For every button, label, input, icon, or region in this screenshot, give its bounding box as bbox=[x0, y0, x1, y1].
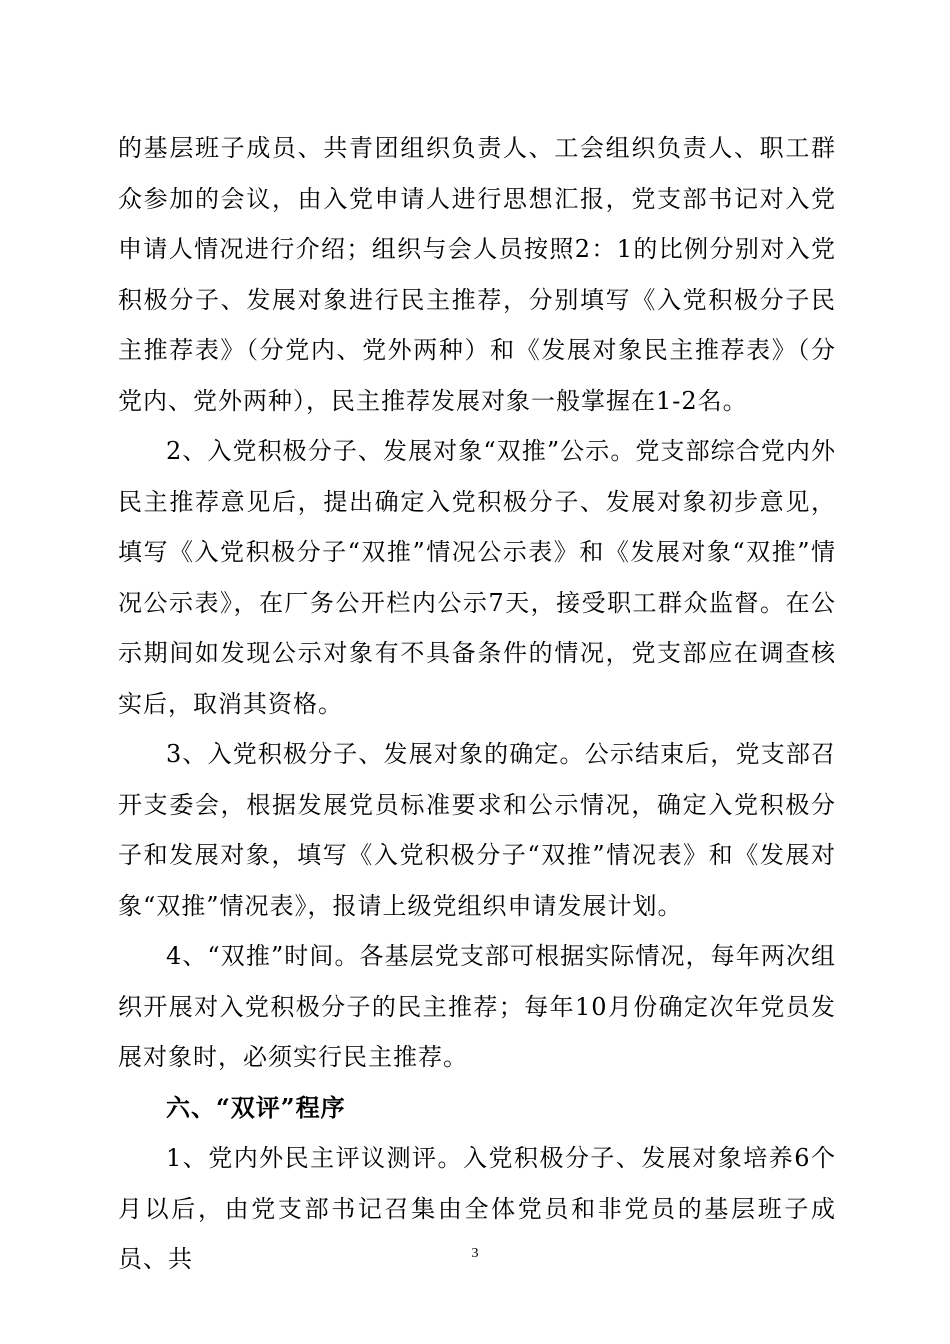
section-heading: 六、“双评”程序 bbox=[166, 1092, 346, 1122]
paragraph-3-confirmation: 3、入党积极分子、发展对象的确定。公示结束后，党支部召开支委会，根据发展党员标准要求和公示情况，确定入党积极分子和发展对象，填写《入党积极分子“双推”情况表》和《发展对象“双推”情况表》，报请上级党组织申请发展计划。 bbox=[118, 740, 836, 920]
paragraph-4-timing: 4、“双推”时间。各基层党支部可根据实际情况，每年两次组织开展对入党积极分子的民主推荐；每年10月份确定次年党员发展对象时，必须实行民主推荐。 bbox=[118, 942, 836, 1071]
page-number: 3 bbox=[471, 1246, 479, 1261]
paragraph-evaluation: 1、党内外民主评议测评。入党积极分子、发展对象培养6个月以后，由党支部书记召集由全体党员和非党员的基层班子成员、共 bbox=[118, 1144, 836, 1273]
body-text bbox=[118, 123, 836, 1285]
paragraph-continued: 的基层班子成员、共青团组织负责人、工会组织负责人、职工群众参加的会议，由入党申请人进行思想汇报，党支部书记对入党申请人情况进行介绍；组织与会人员按照2：1的比例分别对入党积极分子、发展对象进行民主推荐，分别填写《入党积极分子民主推荐表》（分党内、党外两种）和《发展对象民主推荐表》（分党内、党外两种），民主推荐发展对象一般掌握在1-2名。 bbox=[118, 134, 836, 415]
paragraph-2-publicity: 2、入党积极分子、发展对象“双推”公示。党支部综合党内外民主推荐意见后，提出确定入党积极分子、发展对象初步意见，填写《入党积极分子“双推”情况公示表》和《发展对象“双推”情况公示表》，在厂务公开栏内公示7天，接受职工群众监督。在公示期间如发现公示对象有不具备条件的情况，党支部应在调查核实后，取消其资格。 bbox=[118, 437, 836, 718]
